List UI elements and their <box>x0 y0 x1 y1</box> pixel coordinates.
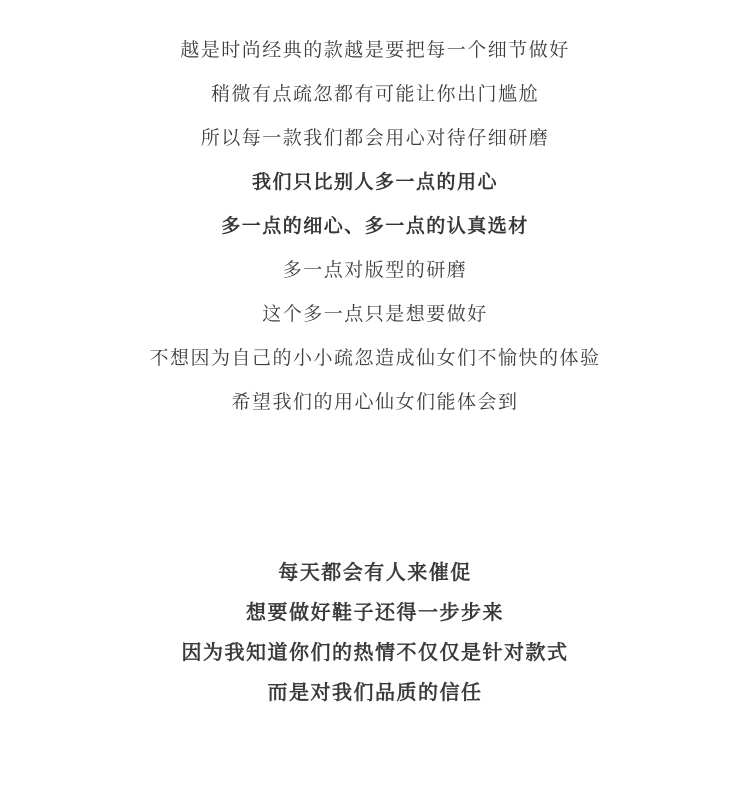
closing-line: 因为我知道你们的热情不仅仅是针对款式 <box>181 642 569 664</box>
intro-line: 稍微有点疏忽都有可能让你出门尴尬 <box>210 84 539 105</box>
intro-line: 这个多一点只是想要做好 <box>262 304 488 325</box>
intro-line: 多一点的细心、多一点的认真选材 <box>221 216 529 237</box>
closing-line: 而是对我们品质的信任 <box>267 682 483 704</box>
intro-line: 不想因为自己的小小疏忽造成仙女们不愉快的体验 <box>149 348 601 369</box>
intro-line: 所以每一款我们都会用心对待仔细研磨 <box>200 128 550 149</box>
intro-line: 多一点对版型的研磨 <box>282 260 468 281</box>
closing-line: 想要做好鞋子还得一步步来 <box>246 602 504 624</box>
closing-text-block <box>0 553 750 713</box>
closing-line: 每天都会有人来催促 <box>278 562 472 584</box>
intro-line: 越是时尚经典的款越是要把每一个细节做好 <box>180 40 570 61</box>
intro-line: 我们只比别人多一点的用心 <box>251 172 498 193</box>
intro-line: 希望我们的用心仙女们能体会到 <box>231 392 519 413</box>
